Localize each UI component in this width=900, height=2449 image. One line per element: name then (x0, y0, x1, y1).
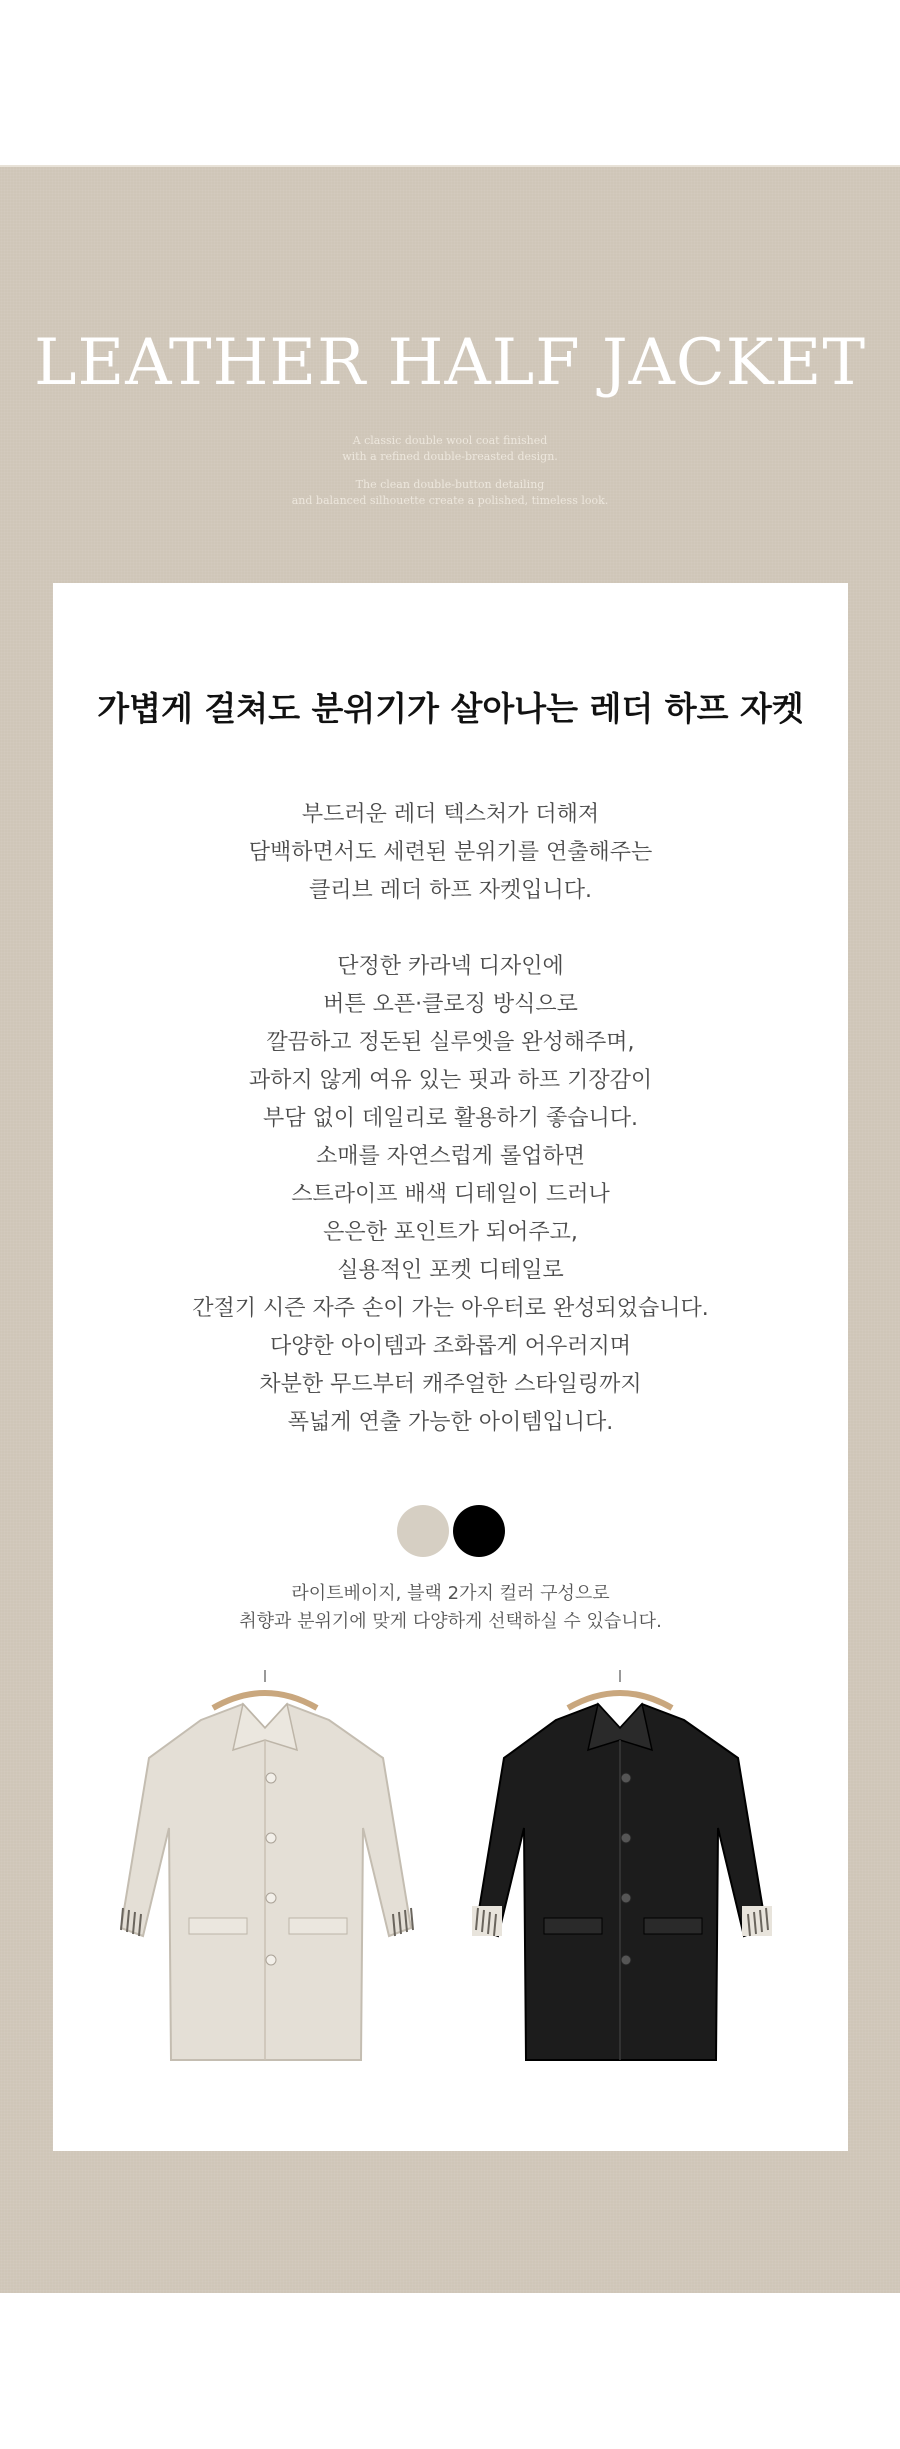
hero-description (0, 433, 900, 521)
product-info-card (53, 583, 848, 2151)
jacket-black-image (448, 1668, 808, 2108)
detail-line: 간절기 시즌 자주 손이 가는 아우터로 완성되었습니다. (192, 1296, 709, 1321)
detail-line: 다양한 아이템과 조화롭게 어우러지며 (269, 1334, 631, 1359)
detail-line: 과하지 않게 여유 있는 핏과 하프 기장감이 (248, 1068, 653, 1093)
hero-desc-line: and balanced silhouette create a polished, timeless look. (291, 494, 609, 507)
hero-title: LEATHER HALF JACKET (33, 326, 867, 400)
product-headline: 가볍게 걸쳐도 분위기가 살아나는 레더 하프 자켓 (97, 689, 804, 728)
swatch-light-beige (397, 1505, 449, 1557)
band-top-line (0, 165, 900, 167)
detail-line: 은은한 포인트가 되어주고, (323, 1220, 578, 1245)
color-desc-line: 취향과 분위기에 맞게 다양하게 선택하실 수 있습니다. (239, 1611, 662, 1632)
intro-line: 담백하면서도 세련된 분위기를 연출해주는 (248, 840, 653, 865)
color-swatches (53, 1505, 848, 1557)
detail-line: 스트라이프 배색 디테일이 드러나 (291, 1182, 610, 1207)
hero-desc-line: The clean double-button detailing (355, 478, 545, 491)
intro-line: 부드러운 레더 텍스처가 더해져 (301, 802, 600, 827)
detail-line: 단정한 카라넥 디자인에 (337, 954, 564, 979)
color-description (53, 1580, 848, 1636)
color-desc-line: 라이트베이지, 블랙 2가지 컬러 구성으로 (291, 1583, 610, 1604)
detail-line: 버튼 오픈·클로징 방식으로 (323, 992, 578, 1017)
detail-line: 소매를 자연스럽게 롤업하면 (315, 1144, 585, 1169)
hero-desc-line: A classic double wool coat finished (352, 434, 548, 447)
intro-line: 클리브 레더 하프 자켓입니다. (309, 878, 592, 903)
hero-desc-line: with a refined double-breasted design. (342, 450, 558, 463)
detail-line: 부담 없이 데일리로 활용하기 좋습니다. (263, 1106, 638, 1131)
detail-line: 실용적인 포켓 디테일로 (337, 1258, 564, 1283)
swatch-black (453, 1505, 505, 1557)
jacket-beige-image (93, 1668, 453, 2108)
detail-line: 깔끔하고 정돈된 실루엣을 완성해주며, (266, 1030, 635, 1055)
detail-line: 차분한 무드부터 캐주얼한 스타일링까지 (259, 1372, 642, 1397)
detail-line: 폭넓게 연출 가능한 아이템입니다. (287, 1410, 614, 1435)
product-description (53, 796, 848, 1442)
